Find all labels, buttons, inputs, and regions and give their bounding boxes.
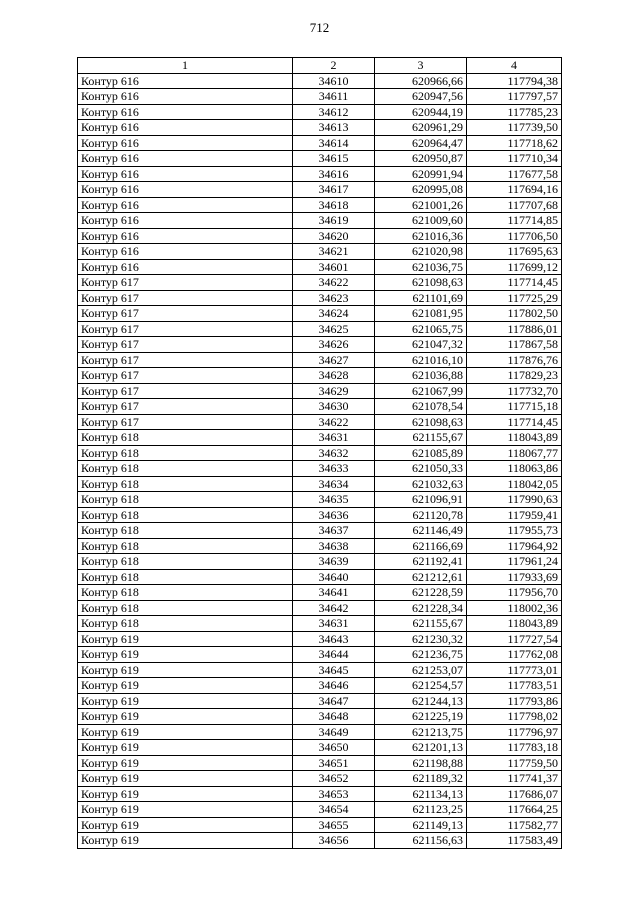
page-number: 712 (309, 20, 330, 35)
table-row (78, 383, 562, 399)
point-number-cell: 34622 (293, 275, 375, 291)
table-row (78, 430, 562, 446)
contour-name-cell: Контур 619 (78, 693, 293, 709)
y-coordinate-cell: 117797,57 (467, 89, 562, 105)
y-coordinate-cell: 117785,23 (467, 104, 562, 120)
contour-name-cell: Контур 619 (78, 771, 293, 787)
table-row (78, 259, 562, 275)
point-number-cell: 34620 (293, 228, 375, 244)
point-number-cell: 34651 (293, 755, 375, 771)
table-row (78, 476, 562, 492)
x-coordinate-cell: 620964,47 (375, 135, 467, 151)
x-coordinate-cell: 620944,19 (375, 104, 467, 120)
contour-name-cell: Контур 617 (78, 368, 293, 384)
point-number-cell: 34615 (293, 151, 375, 167)
x-coordinate-cell: 621134,13 (375, 786, 467, 802)
column-header-2: 2 (293, 58, 375, 74)
point-number-cell: 34618 (293, 197, 375, 213)
x-coordinate-cell: 621155,67 (375, 616, 467, 632)
table-row (78, 523, 562, 539)
y-coordinate-cell: 118043,89 (467, 430, 562, 446)
y-coordinate-cell: 117829,23 (467, 368, 562, 384)
contour-name-cell: Контур 616 (78, 213, 293, 229)
point-number-cell: 34614 (293, 135, 375, 151)
contour-name-cell: Контур 616 (78, 135, 293, 151)
contour-name-cell: Контур 619 (78, 631, 293, 647)
x-coordinate-cell: 621036,88 (375, 368, 467, 384)
table-row (78, 399, 562, 415)
table-row (78, 120, 562, 136)
point-number-cell: 34632 (293, 445, 375, 461)
table-row (78, 693, 562, 709)
point-number-cell: 34611 (293, 89, 375, 105)
point-number-cell: 34637 (293, 523, 375, 539)
table-row (78, 647, 562, 663)
point-number-cell: 34612 (293, 104, 375, 120)
point-number-cell: 34640 (293, 569, 375, 585)
x-coordinate-cell: 621212,61 (375, 569, 467, 585)
point-number-cell: 34641 (293, 585, 375, 601)
y-coordinate-cell: 117802,50 (467, 306, 562, 322)
contour-name-cell: Контур 618 (78, 523, 293, 539)
point-number-cell: 34625 (293, 321, 375, 337)
x-coordinate-cell: 621120,78 (375, 507, 467, 523)
x-coordinate-cell: 621236,75 (375, 647, 467, 663)
table-row (78, 213, 562, 229)
table-header-row (78, 58, 562, 74)
y-coordinate-cell: 118067,77 (467, 445, 562, 461)
point-number-cell: 34631 (293, 616, 375, 632)
y-coordinate-cell: 117583,49 (467, 833, 562, 849)
contour-name-cell: Контур 619 (78, 678, 293, 694)
y-coordinate-cell: 117714,85 (467, 213, 562, 229)
table-row (78, 538, 562, 554)
table-row (78, 616, 562, 632)
table-row (78, 585, 562, 601)
contour-name-cell: Контур 617 (78, 352, 293, 368)
x-coordinate-cell: 620950,87 (375, 151, 467, 167)
x-coordinate-cell: 621244,13 (375, 693, 467, 709)
table-row (78, 197, 562, 213)
contour-name-cell: Контур 617 (78, 321, 293, 337)
table-row (78, 724, 562, 740)
point-number-cell: 34621 (293, 244, 375, 260)
x-coordinate-cell: 621016,10 (375, 352, 467, 368)
table-row (78, 135, 562, 151)
y-coordinate-cell: 117762,08 (467, 647, 562, 663)
x-coordinate-cell: 621213,75 (375, 724, 467, 740)
contour-name-cell: Контур 619 (78, 833, 293, 849)
contour-name-cell: Контур 618 (78, 554, 293, 570)
contour-name-cell: Контур 617 (78, 399, 293, 415)
table-row (78, 104, 562, 120)
x-coordinate-cell: 621047,32 (375, 337, 467, 353)
y-coordinate-cell: 117741,37 (467, 771, 562, 787)
x-coordinate-cell: 620991,94 (375, 166, 467, 182)
x-coordinate-cell: 621096,91 (375, 492, 467, 508)
table-row (78, 321, 562, 337)
y-coordinate-cell: 117727,54 (467, 631, 562, 647)
table-row (78, 352, 562, 368)
contour-name-cell: Контур 616 (78, 182, 293, 198)
x-coordinate-cell: 621101,69 (375, 290, 467, 306)
point-number-cell: 34643 (293, 631, 375, 647)
contour-name-cell: Контур 616 (78, 166, 293, 182)
point-number-cell: 34616 (293, 166, 375, 182)
point-number-cell: 34648 (293, 709, 375, 725)
point-number-cell: 34631 (293, 430, 375, 446)
y-coordinate-cell: 117714,45 (467, 414, 562, 430)
table-row (78, 554, 562, 570)
contour-name-cell: Контур 617 (78, 306, 293, 322)
table-row (78, 678, 562, 694)
y-coordinate-cell: 117714,45 (467, 275, 562, 291)
table-row (78, 461, 562, 477)
table-row (78, 662, 562, 678)
x-coordinate-cell: 620966,66 (375, 73, 467, 89)
point-number-cell: 34646 (293, 678, 375, 694)
x-coordinate-cell: 621081,95 (375, 306, 467, 322)
y-coordinate-cell: 117718,62 (467, 135, 562, 151)
point-number-cell: 34623 (293, 290, 375, 306)
table-row (78, 631, 562, 647)
x-coordinate-cell: 620995,08 (375, 182, 467, 198)
x-coordinate-cell: 621009,60 (375, 213, 467, 229)
contour-name-cell: Контур 619 (78, 709, 293, 725)
y-coordinate-cell: 117695,63 (467, 244, 562, 260)
point-number-cell: 34650 (293, 740, 375, 756)
x-coordinate-cell: 621230,32 (375, 631, 467, 647)
point-number-cell: 34647 (293, 693, 375, 709)
y-coordinate-cell: 117990,63 (467, 492, 562, 508)
y-coordinate-cell: 117955,73 (467, 523, 562, 539)
y-coordinate-cell: 117677,58 (467, 166, 562, 182)
point-number-cell: 34628 (293, 368, 375, 384)
y-coordinate-cell: 117739,50 (467, 120, 562, 136)
table-row (78, 290, 562, 306)
x-coordinate-cell: 621166,69 (375, 538, 467, 554)
point-number-cell: 34619 (293, 213, 375, 229)
y-coordinate-cell: 117933,69 (467, 569, 562, 585)
table-row (78, 228, 562, 244)
contour-name-cell: Контур 616 (78, 228, 293, 244)
contour-name-cell: Контур 619 (78, 802, 293, 818)
table-row (78, 151, 562, 167)
y-coordinate-cell: 117783,18 (467, 740, 562, 756)
x-coordinate-cell: 621192,41 (375, 554, 467, 570)
y-coordinate-cell: 117732,70 (467, 383, 562, 399)
x-coordinate-cell: 621228,34 (375, 600, 467, 616)
point-number-cell: 34627 (293, 352, 375, 368)
table-row (78, 802, 562, 818)
y-coordinate-cell: 117664,25 (467, 802, 562, 818)
y-coordinate-cell: 117956,70 (467, 585, 562, 601)
point-number-cell: 34649 (293, 724, 375, 740)
y-coordinate-cell: 117759,50 (467, 755, 562, 771)
contour-name-cell: Контур 617 (78, 337, 293, 353)
point-number-cell: 34635 (293, 492, 375, 508)
x-coordinate-cell: 621198,88 (375, 755, 467, 771)
table-row (78, 771, 562, 787)
y-coordinate-cell: 117886,01 (467, 321, 562, 337)
point-number-cell: 34601 (293, 259, 375, 275)
column-header-4: 4 (467, 58, 562, 74)
point-number-cell: 34638 (293, 538, 375, 554)
table-row (78, 414, 562, 430)
table-row (78, 833, 562, 849)
column-header-3: 3 (375, 58, 467, 74)
contour-name-cell: Контур 618 (78, 600, 293, 616)
contour-name-cell: Контур 618 (78, 492, 293, 508)
point-number-cell: 34644 (293, 647, 375, 663)
point-number-cell: 34642 (293, 600, 375, 616)
contour-name-cell: Контур 618 (78, 569, 293, 585)
contour-name-cell: Контур 617 (78, 290, 293, 306)
x-coordinate-cell: 621001,26 (375, 197, 467, 213)
contour-name-cell: Контур 616 (78, 104, 293, 120)
point-number-cell: 34630 (293, 399, 375, 415)
table-row (78, 89, 562, 105)
x-coordinate-cell: 621228,59 (375, 585, 467, 601)
x-coordinate-cell: 621036,75 (375, 259, 467, 275)
contour-name-cell: Контур 619 (78, 647, 293, 663)
contour-name-cell: Контур 618 (78, 507, 293, 523)
point-number-cell: 34613 (293, 120, 375, 136)
point-number-cell: 34654 (293, 802, 375, 818)
y-coordinate-cell: 117783,51 (467, 678, 562, 694)
contour-name-cell: Контур 618 (78, 476, 293, 492)
point-number-cell: 34622 (293, 414, 375, 430)
x-coordinate-cell: 621225,19 (375, 709, 467, 725)
point-number-cell: 34634 (293, 476, 375, 492)
contour-name-cell: Контур 616 (78, 151, 293, 167)
table-row (78, 73, 562, 89)
y-coordinate-cell: 117794,38 (467, 73, 562, 89)
table-row (78, 492, 562, 508)
y-coordinate-cell: 117798,02 (467, 709, 562, 725)
contour-name-cell: Контур 617 (78, 275, 293, 291)
y-coordinate-cell: 117796,97 (467, 724, 562, 740)
contour-name-cell: Контур 618 (78, 585, 293, 601)
contour-name-cell: Контур 618 (78, 461, 293, 477)
y-coordinate-cell: 117961,24 (467, 554, 562, 570)
table-body (78, 73, 562, 848)
x-coordinate-cell: 620947,56 (375, 89, 467, 105)
y-coordinate-cell: 118042,05 (467, 476, 562, 492)
x-coordinate-cell: 621156,63 (375, 833, 467, 849)
x-coordinate-cell: 621020,98 (375, 244, 467, 260)
contour-name-cell: Контур 617 (78, 383, 293, 399)
contour-name-cell: Контур 616 (78, 89, 293, 105)
y-coordinate-cell: 117699,12 (467, 259, 562, 275)
x-coordinate-cell: 621032,63 (375, 476, 467, 492)
y-coordinate-cell: 117876,76 (467, 352, 562, 368)
table-row (78, 368, 562, 384)
table-row (78, 166, 562, 182)
point-number-cell: 34624 (293, 306, 375, 322)
y-coordinate-cell: 117867,58 (467, 337, 562, 353)
x-coordinate-cell: 621098,63 (375, 414, 467, 430)
x-coordinate-cell: 621078,54 (375, 399, 467, 415)
contour-name-cell: Контур 618 (78, 538, 293, 554)
point-number-cell: 34653 (293, 786, 375, 802)
contour-name-cell: Контур 616 (78, 73, 293, 89)
y-coordinate-cell: 117959,41 (467, 507, 562, 523)
contour-name-cell: Контур 619 (78, 662, 293, 678)
x-coordinate-cell: 621149,13 (375, 817, 467, 833)
x-coordinate-cell: 621050,33 (375, 461, 467, 477)
x-coordinate-cell: 621067,99 (375, 383, 467, 399)
point-number-cell: 34610 (293, 73, 375, 89)
x-coordinate-cell: 621253,07 (375, 662, 467, 678)
point-number-cell: 34629 (293, 383, 375, 399)
y-coordinate-cell: 117773,01 (467, 662, 562, 678)
y-coordinate-cell: 117707,68 (467, 197, 562, 213)
table-row (78, 740, 562, 756)
contour-name-cell: Контур 618 (78, 430, 293, 446)
x-coordinate-cell: 621189,32 (375, 771, 467, 787)
contour-name-cell: Контур 616 (78, 259, 293, 275)
x-coordinate-cell: 621123,25 (375, 802, 467, 818)
point-number-cell: 34656 (293, 833, 375, 849)
y-coordinate-cell: 118063,86 (467, 461, 562, 477)
table-row (78, 445, 562, 461)
contour-name-cell: Контур 616 (78, 120, 293, 136)
y-coordinate-cell: 118002,36 (467, 600, 562, 616)
y-coordinate-cell: 117694,16 (467, 182, 562, 198)
table-row (78, 337, 562, 353)
table-row (78, 569, 562, 585)
contour-name-cell: Контур 616 (78, 197, 293, 213)
y-coordinate-cell: 117715,18 (467, 399, 562, 415)
table-row (78, 755, 562, 771)
point-number-cell: 34652 (293, 771, 375, 787)
y-coordinate-cell: 117725,29 (467, 290, 562, 306)
coordinates-table (77, 57, 562, 849)
point-number-cell: 34639 (293, 554, 375, 570)
column-header-1: 1 (78, 58, 293, 74)
x-coordinate-cell: 621065,75 (375, 321, 467, 337)
contour-name-cell: Контур 619 (78, 755, 293, 771)
y-coordinate-cell: 117582,77 (467, 817, 562, 833)
point-number-cell: 34636 (293, 507, 375, 523)
contour-name-cell: Контур 619 (78, 817, 293, 833)
x-coordinate-cell: 620961,29 (375, 120, 467, 136)
x-coordinate-cell: 621085,89 (375, 445, 467, 461)
contour-name-cell: Контур 619 (78, 724, 293, 740)
y-coordinate-cell: 117710,34 (467, 151, 562, 167)
point-number-cell: 34645 (293, 662, 375, 678)
table-row (78, 507, 562, 523)
point-number-cell: 34617 (293, 182, 375, 198)
table-row (78, 244, 562, 260)
y-coordinate-cell: 117793,86 (467, 693, 562, 709)
y-coordinate-cell: 117964,92 (467, 538, 562, 554)
y-coordinate-cell: 117706,50 (467, 228, 562, 244)
table-row (78, 275, 562, 291)
x-coordinate-cell: 621201,13 (375, 740, 467, 756)
table-row (78, 306, 562, 322)
table-row (78, 600, 562, 616)
contour-name-cell: Контур 619 (78, 786, 293, 802)
contour-name-cell: Контур 617 (78, 414, 293, 430)
contour-name-cell: Контур 616 (78, 244, 293, 260)
contour-name-cell: Контур 618 (78, 616, 293, 632)
contour-name-cell: Контур 619 (78, 740, 293, 756)
x-coordinate-cell: 621155,67 (375, 430, 467, 446)
x-coordinate-cell: 621146,49 (375, 523, 467, 539)
contour-name-cell: Контур 618 (78, 445, 293, 461)
y-coordinate-cell: 118043,89 (467, 616, 562, 632)
point-number-cell: 34655 (293, 817, 375, 833)
x-coordinate-cell: 621016,36 (375, 228, 467, 244)
point-number-cell: 34633 (293, 461, 375, 477)
table-row (78, 709, 562, 725)
table-row (78, 182, 562, 198)
x-coordinate-cell: 621254,57 (375, 678, 467, 694)
x-coordinate-cell: 621098,63 (375, 275, 467, 291)
table-row (78, 786, 562, 802)
y-coordinate-cell: 117686,07 (467, 786, 562, 802)
table-row (78, 817, 562, 833)
point-number-cell: 34626 (293, 337, 375, 353)
